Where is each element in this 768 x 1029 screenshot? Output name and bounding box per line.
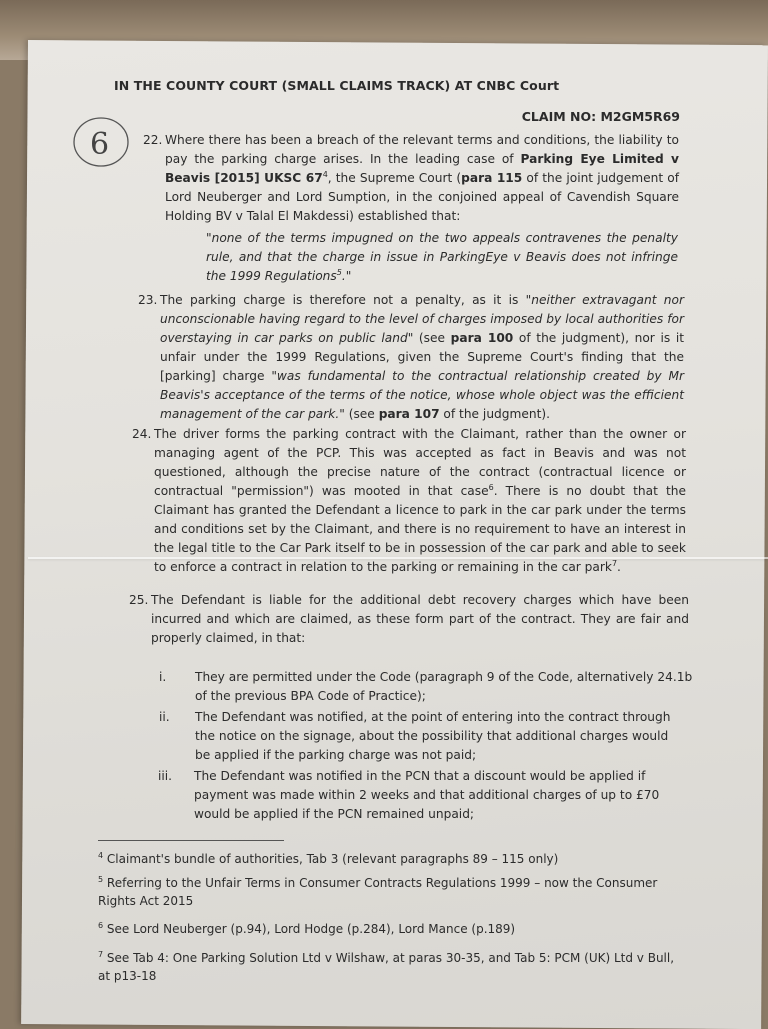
paragraph-24: 24. The driver forms the parking contract with the Claimant, rather than the owner or managing agent of the PCP. This was accepted as fact in Beavis and was not questioned, although the precise nature of the contract (contractual licence or contractual "permission") was mooted in that case$^6$. There is no doubt that the Claimant has granted the Defendant a licence to park in the car park under the terms and conditions set by the Claimant, and there is no requirement to have an interest in the legal title to the Car Park itself to be in possession of the car park and able to seek to enforce a contract in relation to the parking or remaining in the car park$^7$. (132, 427, 686, 574)
footnote-divider (98, 840, 284, 841)
list-item-ii: ii. The Defendant was notified, at the point of entering into the contract through the notice on the signage, about the possibility that additional charges would be applied if the parking charge was not paid; (159, 710, 671, 762)
claim-number: CLAIM NO: M2GM5R69 (521, 109, 680, 124)
handwritten-circled-number-icon (70, 114, 132, 170)
court-header: IN THE COUNTY COURT (SMALL CLAIMS TRACK) AT CNBC Court (114, 78, 560, 93)
paragraph-23: 23. The parking charge is therefore not a penalty, as it is "neither extravagant nor unconscionable having regard to the level of charges imposed by local authorities for overstaying in car parks on public land" (see para 100 of the judgment), nor is it unfair under the 1999 Regulations, given the Supreme Court's finding that the [parking] charge "was fundamental to the contractual relationship created by Mr Beavis's acceptance of the terms of the notice, whose whole object was the efficient management of the car park." (see para 107 of the judgment). (138, 293, 684, 421)
list-item-iii: iii. The Defendant was notified in the PCN that a discount would be applied if payment was made within 2 weeks and that additional charges of up to £70 would be applied if the PCN remained unpaid; (158, 769, 660, 821)
paragraph-25: 25. The Defendant is liable for the additional debt recovery charges which have been incurred and which are claimed, as these form part of the contract. They are fair and properly claimed, in that: (129, 593, 689, 645)
list-item-i: i. They are permitted under the Code (paragraph 9 of the Code, alternatively 24.1b of the previous BPA Code of Practice); (159, 670, 693, 703)
paragraph-number: 25. (129, 593, 149, 607)
quotation-block: "none of the terms impugned on the two appeals contravenes the penalty rule, and that the charge in issue in ParkingEye v Beavis does not infringe the 1999 Regulations$^5$." (206, 231, 678, 283)
case-citation: Parking Eye Limited v Beavis [2015] UKSC 67 (165, 152, 679, 185)
paragraph-number: 23. (138, 293, 158, 307)
footnote-4: $^4$ Claimant's bundle of authorities, Tab 3 (relevant paragraphs 89 – 115 only) (98, 851, 559, 866)
footnote-ref: 5 (336, 267, 342, 277)
paragraph-22: 22. Where there has been a breach of the relevant terms and conditions, the liability to pay the parking charge arises. In the leading case of Parking Eye Limited v Beavis [2015] UKSC $67^4$, the Supreme Court (para 115 of the joint judgement of Lord Neuberger and Lord Sumption, in the conjoined appeal of Cavendish Square Holding BV v Talal El Makdessi) established that: (143, 133, 680, 223)
handwritten-mark: 6 (90, 127, 110, 162)
paragraph-number: 24. (132, 427, 152, 441)
footnote-ref: 4 (322, 169, 328, 179)
footnote-6: $^6$ See Lord Neuberger (p.94), Lord Hodge (p.284), Lord Mance (p.189) (98, 921, 516, 936)
footnote-5: $^5$ Referring to the Unfair Terms in Consumer Contracts Regulations 1999 – now the Consumer Rights Act 2015 (98, 875, 658, 908)
footnote-ref: 7 (611, 558, 618, 568)
footnote-ref: 6 (488, 482, 494, 492)
paragraph-number: 22. (143, 133, 163, 147)
footnote-7: $^7$ See Tab 4: One Parking Solution Ltd v Wilshaw, at paras 30-35, and Tab 5: PCM (UK) Ltd v Bull, at p13-18 (98, 950, 675, 983)
